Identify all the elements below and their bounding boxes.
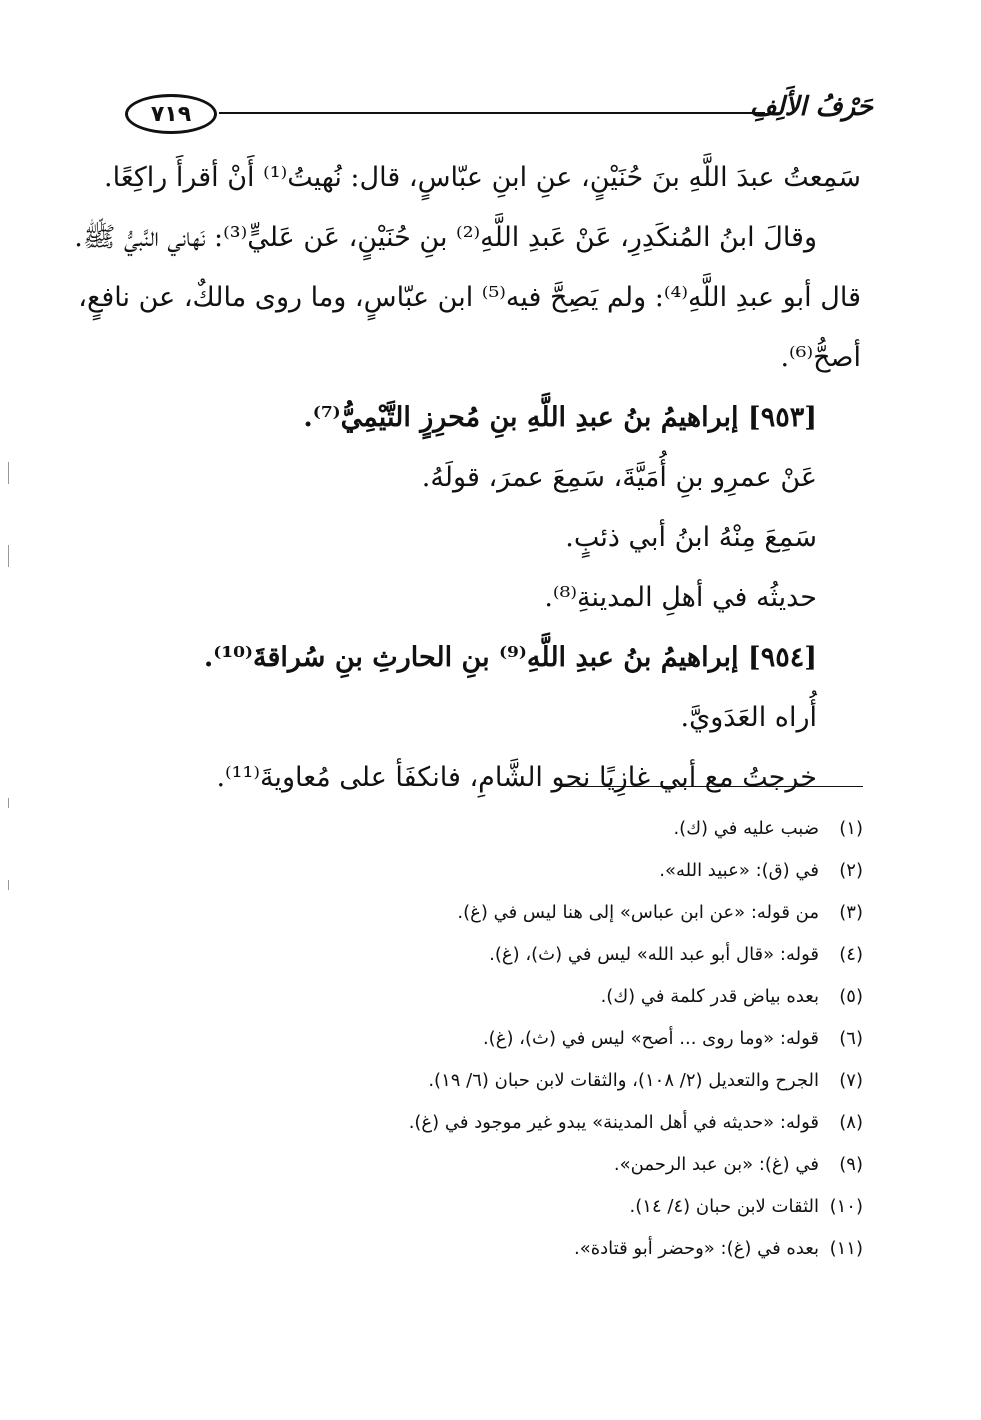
- footnote: [303, 976, 863, 1018]
- footnotes: [303, 808, 863, 1270]
- footnote-number: (٤): [839, 944, 863, 965]
- footnote-number: (١): [839, 818, 863, 839]
- text-line: أصحُّ⁽⁶⁾.: [780, 342, 861, 373]
- footnote-text: قوله: «وما روى ... أصح» ليس في (ث)، (غ).: [482, 1028, 819, 1049]
- footnote-number: (٥): [839, 986, 863, 1007]
- footnote-text: في (غ): «بن عبد الرحمن».: [613, 1154, 819, 1175]
- footnote: [303, 850, 863, 892]
- footnote-text: ضبب عليه في (ك).: [673, 818, 819, 839]
- entry-heading-953: [٩٥٣] إبراهيمُ بنُ عبدِ اللَّهِ بنِ مُحرِزٍ التَّيْمِيُّ⁽⁷⁾.: [303, 402, 817, 433]
- footnote-number: (٩): [839, 1154, 863, 1175]
- footnote-number: (١١): [829, 1238, 863, 1259]
- scan-margin-mark: [8, 545, 9, 567]
- footnote: [303, 1144, 863, 1186]
- footnote-text: قوله: «حديثه في أهل المدينة» يبدو غير موجود في (غ).: [408, 1112, 819, 1133]
- footnote-separator: [560, 786, 863, 787]
- footnote-number: (٧): [839, 1070, 863, 1091]
- footnote: [303, 934, 863, 976]
- text-line: قال أبو عبدِ اللَّهِ⁽⁴⁾: ولم يَصِحَّ فيه⁽⁵⁾ ابن عبّاسٍ، وما روى مالكٌ، عن نافعٍ،: [78, 282, 861, 313]
- scan-margin-mark: [8, 880, 9, 890]
- footnote-number: (٨): [839, 1112, 863, 1133]
- chapter-title: حَرْفُ الأَلِفِ: [749, 92, 873, 122]
- footnote: [303, 892, 863, 934]
- footnote: [303, 808, 863, 850]
- page-header: [125, 92, 873, 136]
- text-line: وقالَ ابنُ المُنكَدِرِ، عَنْ عَبدِ اللَّهِ⁽²⁾ بنِ حُنَيْنٍ، عَن عَليٍّ⁽³⁾: نَهاني النَّبيُّ ﷺ.: [74, 222, 817, 253]
- footnote-text: الثقات لابن حبان (٤/ ١٤).: [629, 1196, 819, 1217]
- footnote-text: الجرح والتعديل (٢/ ١٠٨)، والثقات لابن حبان (٦/ ١٩).: [428, 1070, 819, 1091]
- footnote-text: في (ق): «عبيد الله».: [659, 860, 819, 881]
- footnote-number: (٢): [839, 860, 863, 881]
- footnote: [303, 1186, 863, 1228]
- footnote: [303, 1228, 863, 1270]
- main-text: [74, 148, 861, 808]
- footnote: [303, 1102, 863, 1144]
- footnote: [303, 1060, 863, 1102]
- header-rule: [219, 112, 765, 114]
- footnote: [303, 1018, 863, 1060]
- scan-margin-mark: [8, 798, 9, 808]
- footnote-text: من قوله: «عن ابن عباس» إلى هنا ليس في (غ).: [457, 902, 819, 923]
- footnote-number: (١٠): [829, 1196, 863, 1217]
- text-line: سَمِعتُ عبدَ اللَّهِ بنَ حُنَيْنٍ، عنِ ابنِ عبّاسٍ، قال: نُهيتُ⁽¹⁾ أَنْ أقرأَ راكِعًا.: [104, 162, 861, 193]
- footnote-text: قوله: «قال أبو عبد الله» ليس في (ث)، (غ).: [489, 944, 819, 965]
- text-line: سَمِعَ مِنْهُ ابنُ أبي ذئبٍ.: [565, 522, 817, 553]
- scan-margin-mark: [8, 462, 9, 484]
- footnote-number: (٦): [839, 1028, 863, 1049]
- text-line: خرجتُ مع أبي غازِيًا نحو الشَّامِ، فانكفَأ على مُعاويةَ⁽¹¹⁾.: [216, 762, 817, 793]
- footnote-text: بعده بياض قدر كلمة في (ك).: [600, 986, 819, 1007]
- text-line: عَنْ عمرِو بنِ أُمَيَّةَ، سَمِعَ عمرَ، قولَهُ.: [421, 462, 817, 493]
- footnote-text: بعده في (غ): «وحضر أبو قتادة».: [573, 1238, 819, 1259]
- text-line: أُراه العَدَويَّ.: [680, 702, 817, 733]
- page-number: ٧١٩: [125, 94, 217, 134]
- text-line: حديثُه في أهلِ المدينةِ⁽⁸⁾.: [544, 582, 817, 613]
- footnote-number: (٣): [839, 902, 863, 923]
- entry-heading-954: [٩٥٤] إبراهيمُ بنُ عبدِ اللَّهِ⁽⁹⁾ بنِ الحارثِ بنِ سُراقةَ⁽¹⁰⁾.: [203, 642, 817, 673]
